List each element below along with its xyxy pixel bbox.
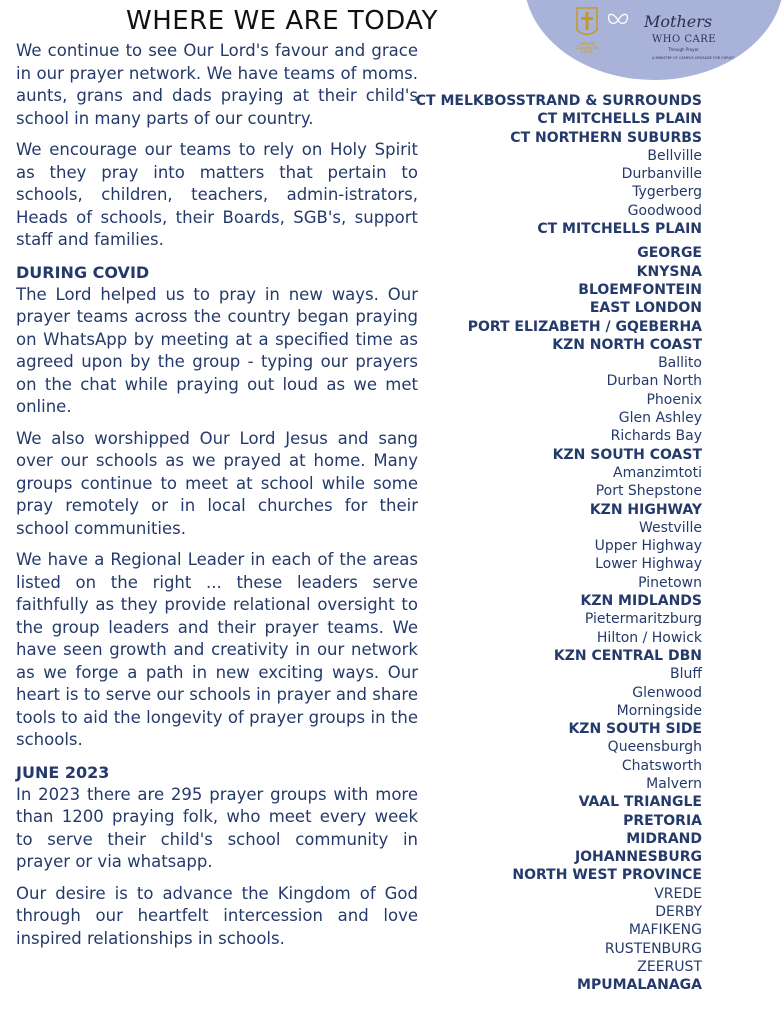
region-heading: CT NORTHERN SUBURBS xyxy=(510,129,702,146)
region-item: Durban North xyxy=(606,373,702,390)
region-item: Richards Bay xyxy=(610,428,702,445)
brand-through-prayer: Through Prayer xyxy=(668,47,699,52)
cross-icon xyxy=(574,6,600,40)
main-text-column xyxy=(16,40,418,959)
region-item: Upper Highway xyxy=(594,538,702,555)
region-item: Port Shepstone xyxy=(595,483,702,500)
june-heading: JUNE 2023 xyxy=(16,762,110,782)
region-heading: KZN SOUTH COAST xyxy=(552,446,702,463)
region-item: Hilton / Howick xyxy=(596,629,702,646)
region-heading: MIDRAND xyxy=(626,830,702,847)
covid-paragraph: The Lord helped us to pray in new ways. Our prayer teams across the country began praying on WhatsApp by meeting at a specified time as agreed upon by the group - typing our prayers on the chat while praying out loud as we met online. xyxy=(16,284,418,416)
region-item: Amanzimtoti xyxy=(613,464,702,481)
page-title: WHERE WE ARE TODAY xyxy=(126,6,438,36)
brand-ministry: A MINISTRY OF CAMPUS CRUSADE FOR CHRIST xyxy=(652,56,735,60)
region-item: Westville xyxy=(639,519,702,536)
region-heading: BLOEMFONTEIN xyxy=(578,281,702,298)
region-item: Lower Highway xyxy=(595,556,702,573)
region-heading: PRETORIA xyxy=(623,812,702,829)
brand-logo xyxy=(572,4,735,62)
brand-who-care: WHO CARE xyxy=(652,34,717,45)
region-item: Bellville xyxy=(647,147,702,164)
region-heading: KZN CENTRAL DBN xyxy=(553,647,702,664)
region-item: Tygerberg xyxy=(632,184,702,201)
intro-paragraph: We continue to see Our Lord's favour and grace in our prayer network. We have teams of moms. aunts, grans and dads praying at their child's school in many parts of our country. xyxy=(16,41,418,128)
region-item: Glen Ashley xyxy=(618,410,702,427)
region-heading: PORT ELIZABETH / GQEBERHA xyxy=(467,318,702,335)
covid-heading: DURING COVID xyxy=(16,262,150,282)
region-item: Bluff xyxy=(669,666,702,683)
region-heading: KNYSNA xyxy=(636,263,702,280)
region-item: DERBY xyxy=(655,904,702,921)
region-heading: EAST LONDON xyxy=(589,300,702,317)
region-item: Glenwood xyxy=(632,684,702,701)
region-item: Pietermaritzburg xyxy=(584,611,702,628)
region-item: RUSTENBURG xyxy=(604,940,702,957)
region-heading: MPUMALANAGA xyxy=(577,977,702,994)
region-item: Malvern xyxy=(646,775,702,792)
cross-caption: Catholic Crusade for Christ xyxy=(575,41,599,54)
region-heading: KZN HIGHWAY xyxy=(589,501,702,518)
region-heading: CT MITCHELLS PLAIN xyxy=(537,111,702,128)
region-item: MAFIKENG xyxy=(628,922,702,939)
region-heading: CT MITCHELLS PLAIN xyxy=(537,221,702,238)
region-heading: KZN MIDLANDS xyxy=(580,593,702,610)
region-heading: NORTH WEST PROVINCE xyxy=(512,867,702,884)
region-item: Pinetown xyxy=(638,574,702,591)
region-item: Goodwood xyxy=(627,202,702,219)
covid-paragraph: We have a Regional Leader in each of the areas listed on the right ... these leaders serve faithfully as they provide relational oversight to the group leaders and their prayer teams. We have seen growth and creativity in our network as we forge a path in new exciting ways. Our heart is to serve our schools in prayer and share tools to aid the longevity of prayer groups in the schools. xyxy=(16,550,418,749)
june-paragraph: In 2023 there are 295 prayer groups with more than 1200 praying folk, who meet every week to serve their child's school community in prayer or via whatsapp. xyxy=(16,784,418,871)
region-heading: JOHANNESBURG xyxy=(574,849,702,866)
region-heading: KZN NORTH COAST xyxy=(552,336,702,353)
region-item: VREDE xyxy=(654,885,702,902)
region-heading: GEORGE xyxy=(637,245,702,262)
region-heading: VAAL TRIANGLE xyxy=(578,794,702,811)
june-paragraph: Our desire is to advance the Kingdom of God through our heartfelt intercession and love inspired relationships in schools. xyxy=(16,883,418,948)
region-item: Morningside xyxy=(616,702,702,719)
regions-list xyxy=(382,92,702,995)
brand-mothers: Mothers xyxy=(644,12,713,31)
region-item: Chatsworth xyxy=(621,757,702,774)
region-item: Queensburgh xyxy=(607,739,702,756)
region-item: Ballito xyxy=(658,355,702,372)
region-heading: CT MELKBOSSTRAND & SURROUNDS xyxy=(415,93,702,109)
region-heading: KZN SOUTH SIDE xyxy=(568,721,702,738)
covid-paragraph: We also worshipped Our Lord Jesus and sang over our schools as we prayed at home. Many groups continue to meet at school while some pray remotely or in local churches for their school communities. xyxy=(16,428,418,538)
butterfly-icon xyxy=(606,10,630,30)
region-item: Phoenix xyxy=(646,391,702,408)
intro-paragraph: We encourage our teams to rely on Holy Spirit as they pray into matters that pertain to schools, children, teachers, admin-istrators, Heads of schools, their Boards, SGB's, support staff and families. xyxy=(16,140,418,249)
region-item: ZEERUST xyxy=(637,958,702,975)
region-item: Durbanville xyxy=(621,166,702,183)
